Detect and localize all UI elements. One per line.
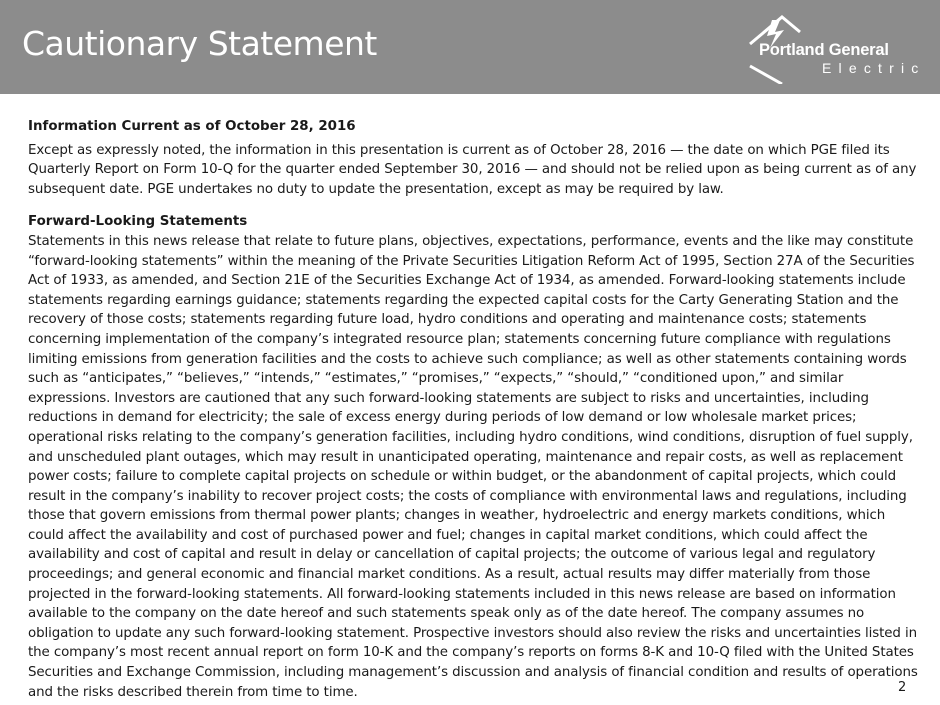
page-title: Cautionary Statement — [22, 24, 377, 63]
section-heading-information-current: Information Current as of October 28, 2016 — [28, 119, 356, 134]
main-content — [28, 117, 924, 702]
page-number: 2 — [898, 680, 907, 695]
section-body-information-current: Except as expressly noted, the information in this presentation is current as of October 28, 2016 — the date on which PGE filed its Quarterly Report on Form 10-Q for the quarter ended September 30, 2016 — and should not be relied upon as being current as of any subsequent date. PGE undertakes no duty to update the presentation, except as may be required by law. — [28, 142, 917, 197]
header-bar — [0, 0, 940, 94]
company-logo — [742, 14, 930, 84]
section-heading-forward-looking: Forward-Looking Statements — [28, 214, 248, 230]
logo-text-electric: Electric — [822, 60, 926, 76]
logo-text-portland-general: Portland General — [759, 41, 889, 59]
section-body-forward-looking: Statements in this news release that relate to future plans, objectives, expectations, performance, events and the like may constitute “forward-looking statements” within the meaning of the Private Securities Litigation Reform Act of 1995, Section 27A of the Securities Act of 1933, as amended, and Section 21E of the Securities Exchange Act of 1934, as amended. Forward-looking statements include statements regarding earnings guidance; statements regarding the expected capital costs for the Carty Generating Station and the recovery of those costs; statements regarding future load, hydro conditions and operating and maintenance costs; statements concerning implementation of the company’s integrated resource plan; statements concerning future compliance with regulations limiting emissions from generation facilities and the costs to achieve such compliance; as well as other statements containing words such as “anticipates,” “believes,” “intends,” “estimates,” “promises,” “expects,” “should,” “conditioned upon,” and similar expressions. Investors are cautioned that any such forward-looking statements are subject to risks and uncertainties, including reductions in demand for electricity; the sale of excess energy during periods of low demand or low wholesale market prices; operational risks relating to the company’s generation facilities, including hydro conditions, wind conditions, disruption of fuel supply, and unscheduled plant outages, which may result in unanticipated operating, maintenance and repair costs, as well as replacement power costs; failure to complete capital projects on schedule or within budget, or the abandonment of capital projects, which could result in the company’s inability to recover project costs; the costs of compliance with environmental laws and regulations, including those that govern emissions from thermal power plants; changes in weather, hydroelectric and energy markets conditions, which could affect the availability and cost of purchased power and fuel; changes in capital market conditions, which could affect the availability and cost of capital and result in delay or cancellation of capital projects; the outcome of various legal and regulatory proceedings; and general economic and financial market conditions. As a result, actual results may differ materially from those projected in the forward-looking statements. All forward-looking statements included in this news release are based on information available to the company on the date hereof and such statements speak only as of the date hereof. The company assumes no obligation to update any such forward-looking statement. Prospective investors should also review the risks and uncertainties listed in the company’s most recent annual report on form 10-K and the company’s reports on forms 8-K and 10-Q filed with the United States Securities and Exchange Commission, including management’s discussion and analysis of financial condition and results of operations and the risks described therein from time to time. — [28, 233, 918, 700]
